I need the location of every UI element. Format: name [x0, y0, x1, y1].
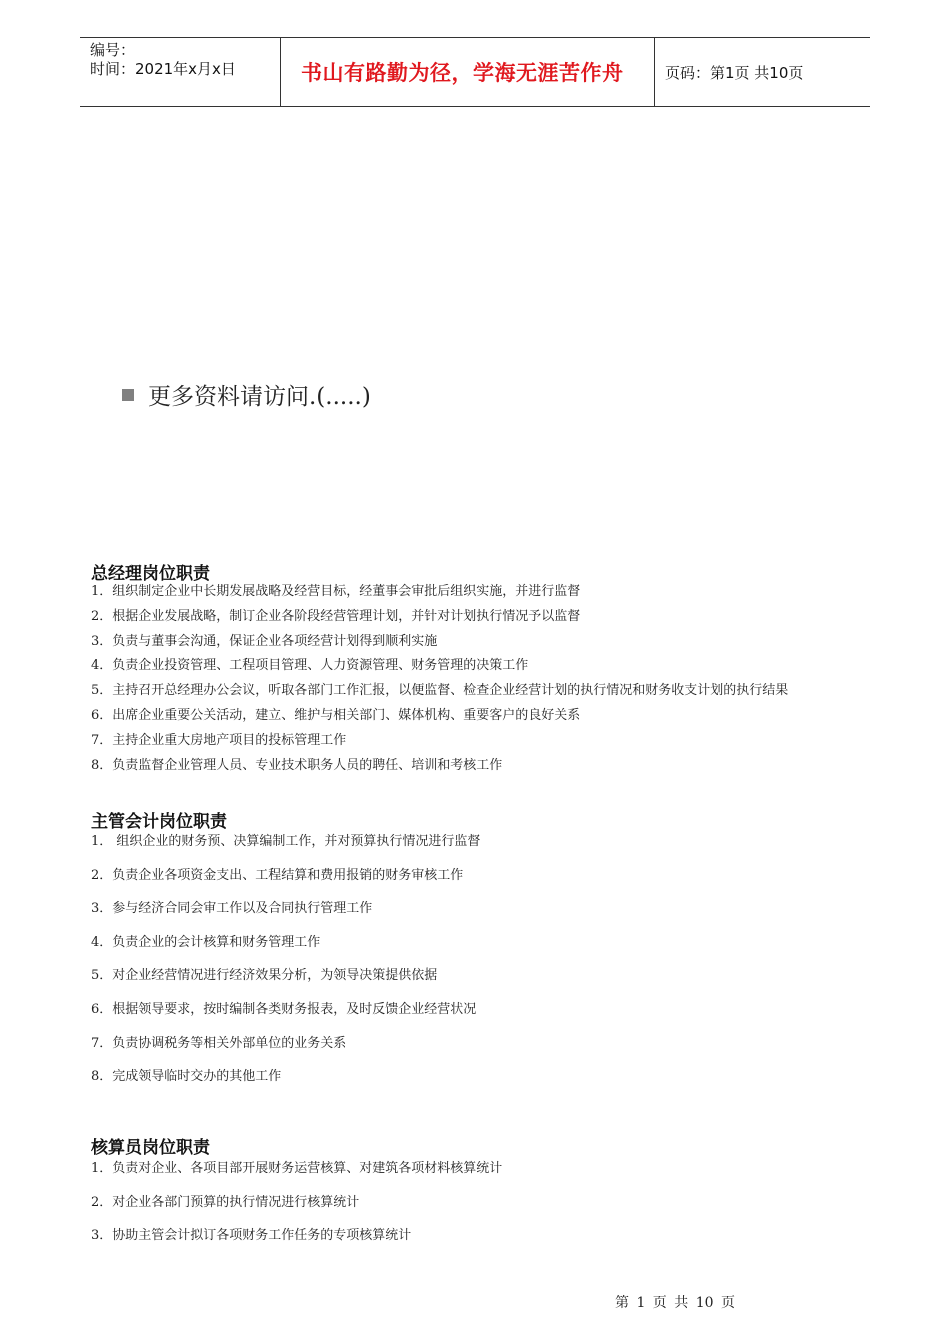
accounting-clerk-duties-list [91, 1152, 502, 1253]
square-bullet-icon [122, 389, 134, 401]
list-item: 5．主持召开总经理办公会议，听取各部门工作汇报，以便监督、检查企业经营计划的执行情况和财务收支计划的执行结果 [91, 683, 789, 699]
list-item: 1．负责对企业、各项目部开展财务运营核算、对建筑各项材料核算统计 [91, 1161, 503, 1176]
list-item: 2．负责企业各项资金支出、工程结算和费用报销的财务审核工作 [91, 867, 464, 883]
list-item: 2．根据企业发展战略，制订企业各阶段经营管理计划，并针对计划执行情况予以监督 [91, 608, 581, 624]
header-page-info: 页码：第1页 共10页 [665, 63, 804, 82]
list-item: 7．主持企业重大房地产项目的投标管理工作 [91, 732, 347, 748]
document-number-label: 编号： [90, 41, 136, 59]
list-item: 6．根据领导要求，按时编制各类财务报表，及时反馈企业经营状况 [91, 1001, 477, 1017]
more-info-text: 更多资料请访问.(.....) [148, 384, 371, 410]
section-title-chief-accountant: 主管会计岗位职责 [91, 812, 227, 832]
page-footer: 第 1 页 共 10 页 [615, 1295, 735, 1311]
list-item: 5．对企业经营情况进行经济效果分析，为领导决策提供依据 [91, 968, 438, 984]
list-item: 6．出席企业重要公关活动，建立、维护与相关部门、媒体机构、重要客户的良好关系 [91, 707, 581, 723]
list-item: 4．负责企业投资管理、工程项目管理、人力资源管理、财务管理的决策工作 [91, 658, 529, 674]
list-item: 1． 组织企业的财务预、决算编制工作，并对预算执行情况进行监督 [91, 834, 481, 849]
list-item: 2．对企业各部门预算的执行情况进行核算统计 [91, 1194, 360, 1210]
list-item: 8．负责监督企业管理人员、专业技术职务人员的聘任、培训和考核工作 [91, 757, 503, 773]
list-item: 3．协助主管会计拟订各项财务工作任务的专项核算统计 [91, 1228, 412, 1244]
more-info-line [122, 378, 371, 411]
header-meta [80, 38, 281, 106]
list-item: 3．负责与董事会沟通，保证企业各项经营计划得到顺利实施 [91, 633, 438, 649]
header-motto: 书山有路勤为径，学海无涯苦作舟 [281, 38, 655, 106]
section-title-general-manager: 总经理岗位职责 [91, 564, 210, 584]
document-time: 时间：2021年x月x日 [90, 60, 236, 78]
chief-accountant-duties-list [91, 825, 480, 1094]
general-manager-duties-list [91, 580, 788, 778]
list-item: 7．负责协调税务等相关外部单位的业务关系 [91, 1035, 347, 1051]
list-item: 1．组织制定企业中长期发展战略及经营目标，经董事会审批后组织实施，并进行监督 [91, 584, 581, 599]
section-title-accounting-clerk: 核算员岗位职责 [91, 1138, 210, 1158]
list-item: 3．参与经济合同会审工作以及合同执行管理工作 [91, 901, 373, 917]
page-header [80, 37, 870, 107]
list-item: 4．负责企业的会计核算和财务管理工作 [91, 934, 321, 950]
list-item: 8．完成领导临时交办的其他工作 [91, 1069, 282, 1085]
